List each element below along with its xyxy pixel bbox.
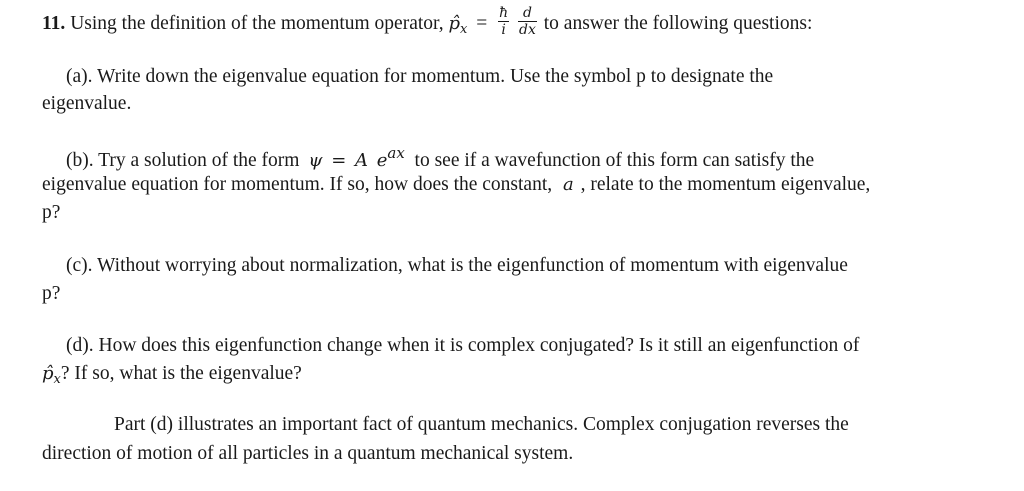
part-b-line-2: [42, 175, 870, 195]
operator-subscript: x: [53, 372, 61, 387]
part-d-text: ? If so, what is the eigenvalue?: [60, 363, 302, 384]
question-number: 11.: [42, 12, 66, 34]
exponent: ax: [387, 144, 405, 162]
part-b-text-end: to see if a wavefunction of this form can satisfy the: [414, 150, 815, 171]
fraction-denominator: dx: [519, 22, 536, 38]
note-line-1: Part (d) illustrates an important fact of quantum mechanics. Complex conjugation reverses the: [114, 414, 849, 435]
fraction-numerator: ħ: [499, 5, 509, 21]
operator-symbol: p̂: [448, 12, 461, 34]
exponential-base: e: [376, 150, 388, 171]
part-b-line-1: [66, 146, 814, 171]
operator-definition: [496, 6, 539, 37]
part-a-line-1: (a). Write down the eigenvalue equation for momentum. Use the symbol p to designate the: [66, 66, 774, 87]
amplitude-symbol: A: [355, 150, 369, 171]
constant-a-symbol: a: [563, 174, 574, 195]
trial-wavefunction: [308, 144, 410, 171]
psi-symbol: ψ: [308, 150, 323, 171]
operator-symbol: p̂: [42, 363, 54, 384]
part-b-text-end: , relate to the momentum eigenvalue,: [580, 174, 871, 195]
part-b-line-3: p?: [42, 202, 61, 223]
fraction-numerator: d: [518, 6, 537, 22]
d-over-dx-fraction: [518, 6, 537, 37]
question-intro-end: to answer the following questions:: [543, 12, 813, 34]
fraction-denominator: i: [501, 22, 506, 38]
note-line-2: direction of motion of all particles in a quantum mechanical system.: [42, 443, 574, 464]
part-c-line-2: p?: [42, 283, 61, 304]
operator-subscript: x: [460, 21, 468, 37]
momentum-operator: [42, 363, 61, 387]
part-d-line-1: (d). How does this eigenfunction change when it is complex conjugated? Is it still an eigenfunction of: [66, 335, 860, 356]
equals-sign: =: [476, 12, 488, 34]
question-header: [42, 5, 813, 40]
part-b-text: (b). Try a solution of the form: [66, 150, 300, 171]
part-a-line-2: eigenvalue.: [42, 93, 132, 114]
question-intro: Using the definition of the momentum operator,: [70, 12, 444, 34]
momentum-operator: [448, 12, 468, 37]
hbar-over-i-fraction: [498, 6, 509, 37]
part-d-line-2: [42, 364, 302, 386]
part-c-line-1: (c). Without worrying about normalization, what is the eigenfunction of momentum with eigenvalue: [66, 255, 848, 276]
equals-sign: =: [331, 150, 347, 171]
part-b-text: eigenvalue equation for momentum. If so, how does the constant,: [42, 174, 553, 195]
